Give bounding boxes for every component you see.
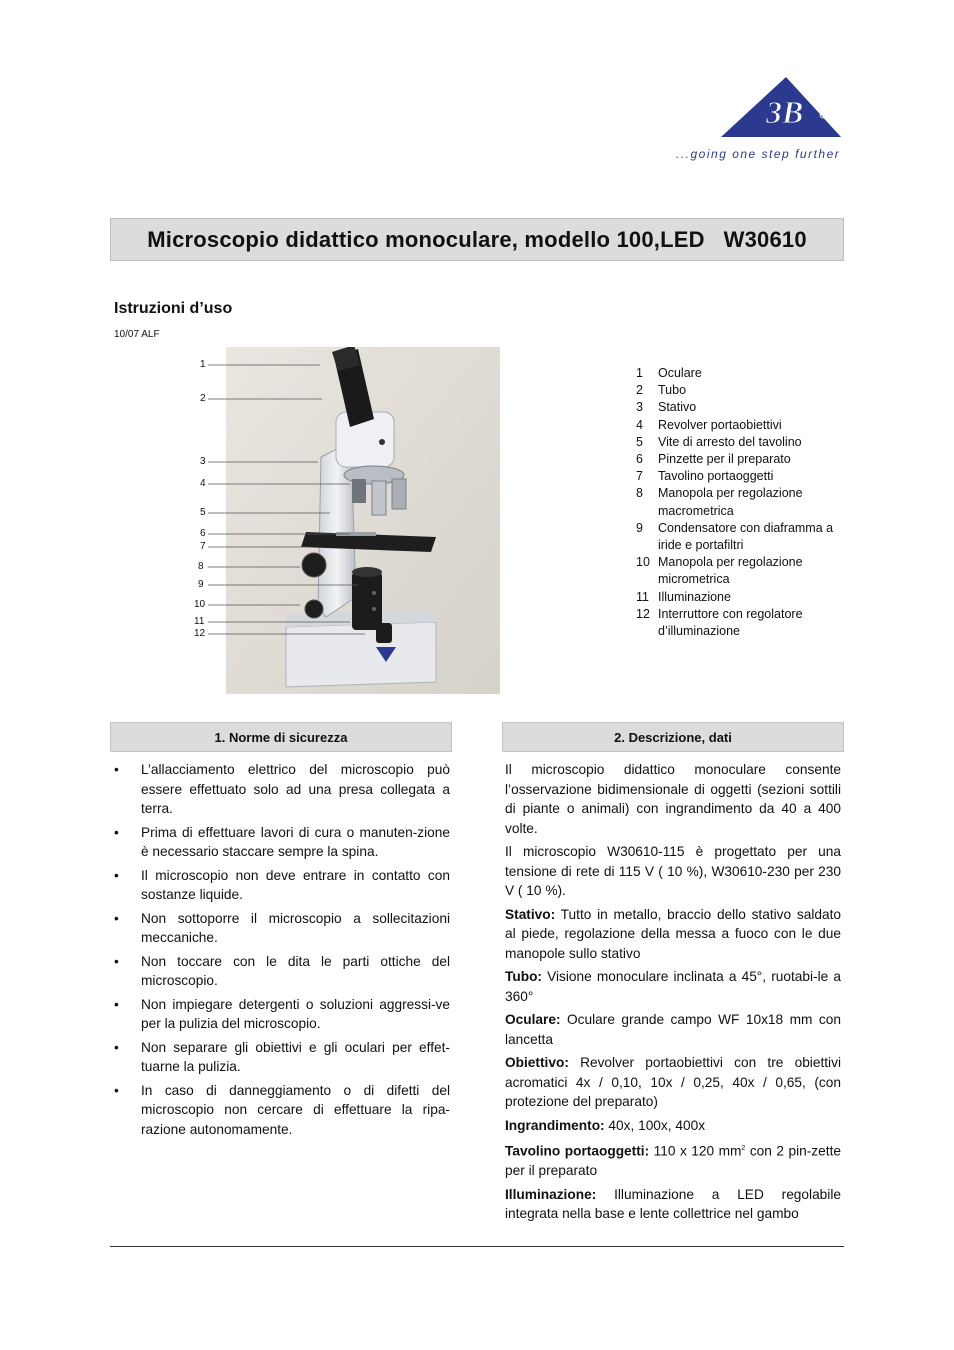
list-item: • Il microscopio non deve entrare in contatto con sostanze liquide. — [114, 867, 450, 902]
section-heading-description: 2. Descrizione, dati — [502, 722, 844, 752]
list-item: 11 Illuminazione — [636, 589, 731, 604]
document-subtitle: Istruzioni d’uso — [114, 300, 233, 317]
callout-8: 8 — [198, 561, 204, 572]
3b-triangle-logo-icon — [676, 75, 846, 145]
date-code: 10/07 ALF — [114, 329, 160, 340]
description-voltage: Il microscopio W30610-115 è progettato per una tensione di rete di 115 V ( 10 %), W30610-230 per 230 V ( 10 %). — [505, 844, 841, 898]
list-item: 7 Tavolino portaoggetti — [636, 469, 774, 484]
callout-10: 10 — [194, 599, 206, 610]
spec-illuminazione: Illuminazione: Illuminazione a LED regolabile integrata nella base e lente collettrice nel gambo — [505, 1186, 841, 1222]
safety-list — [110, 760, 450, 1143]
list-item: 2 Tubo — [636, 383, 687, 398]
callout-6: 6 — [200, 528, 206, 539]
list-item: • Non sottoporre il microscopio a sollecitazioni meccaniche. — [114, 910, 450, 945]
list-item: 3 Stativo — [636, 400, 697, 415]
list-item: • Non impiegare detergenti o soluzioni aggressi-ve per la pulizia del microscopio. — [114, 996, 450, 1031]
description-intro: Il microscopio didattico monoculare consente l’osservazione bidimensionale di oggetti (sezioni sottili di piante o animali) con ingrandimento da 40 a 400 volte. — [505, 762, 841, 836]
list-item: 8 Manopola per regolazione macrometrica — [636, 486, 803, 518]
logo-brand-text: 3B — [766, 94, 804, 130]
list-item: • Non separare gli obiettivi e gli oculari per effet-tuarne la pulizia. — [114, 1039, 450, 1074]
callout-4: 4 — [200, 478, 206, 489]
brand-logo — [676, 75, 846, 165]
title-bar — [110, 218, 844, 261]
callout-2: 2 — [200, 393, 206, 404]
callout-lines — [190, 347, 510, 694]
list-item: 6 Pinzette per il preparato — [636, 452, 791, 467]
footer-divider — [110, 1246, 844, 1247]
list-item: 12 Interruttore con regolatore d’illuminazione — [636, 606, 803, 639]
list-item: • In caso di danneggiamento o di difetti del microscopio non cercare di effettuare la ripa-razione autonomamente. — [114, 1082, 450, 1137]
callout-5: 5 — [200, 507, 206, 518]
spec-tavolino: Tavolino portaoggetti: 110 x 120 $mm^2$ con 2 pin-zette per il preparato — [505, 1143, 841, 1179]
spec-ingrandimento: Ingrandimento: 40x, 100x, 400x — [505, 1117, 706, 1133]
callout-7: 7 — [200, 541, 206, 552]
spec-tubo: Tubo: Visione monoculare inclinata a 45°, ruotabi-le a 360° — [505, 969, 841, 1004]
callout-1: 1 — [200, 359, 206, 370]
callout-9: 9 — [198, 579, 204, 590]
list-item: • L’allacciamento elettrico del microscopio può essere effettuato solo ad una presa collegata a terra. — [114, 762, 450, 816]
spec-oculare: Oculare: Oculare grande campo WF 10x18 mm con lancetta — [505, 1012, 841, 1047]
list-item: 1 Oculare — [636, 366, 702, 380]
list-item: 9 Condensatore con diaframma a iride e portafiltri — [636, 520, 834, 553]
callout-3: 3 — [200, 456, 206, 467]
section-heading-safety: 1. Norme di sicurezza — [110, 722, 452, 752]
list-item: 10 Manopola per regolazione micrometrica — [636, 555, 803, 587]
list-item: 5 Vite di arresto del tavolino — [636, 434, 802, 449]
parts-legend — [636, 365, 846, 640]
callout-12: 12 — [194, 628, 206, 639]
callout-11: 11 — [194, 616, 205, 627]
list-item: 4 Revolver portaobiettivi — [636, 417, 782, 432]
document-title: Microscopio didattico monoculare, modello 100,LED W30610 — [147, 226, 807, 252]
logo-tagline: ...going one step further — [676, 147, 841, 161]
list-item: • Non toccare con le dita le parti ottiche del microscopio. — [114, 953, 450, 988]
description-section — [505, 760, 841, 1228]
spec-obiettivo: Obiettivo: Revolver portaobiettivi con tre obiettivi acromatici 4x / 0,10, 10x / 0,25, 40x / 0,65, (con protezione del preparato) — [505, 1055, 841, 1109]
list-item: • Prima di effettuare lavori di cura o manuten-zione è necessario staccare sempre la spina. — [114, 824, 450, 859]
spec-stativo: Stativo: Tutto in metallo, braccio dello stativo saldato al piede, regolazione della messa a fuoco con le due manopole sullo stativo — [505, 906, 841, 961]
